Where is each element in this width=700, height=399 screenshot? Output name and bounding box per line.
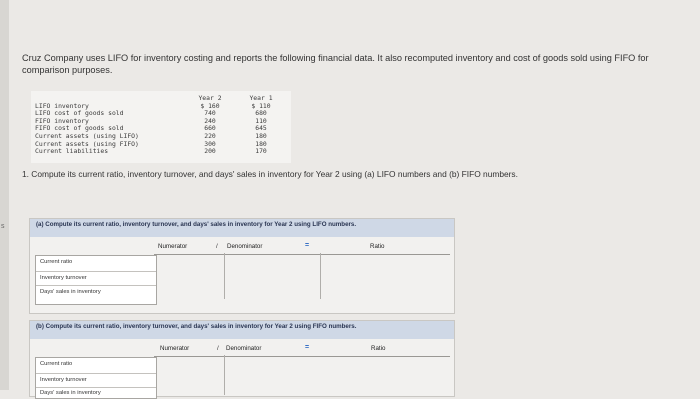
numerator-header: Numerator [158,243,188,250]
section-b-row-labels [35,357,157,399]
row-label-days-sales: Days' sales in inventory [40,390,101,396]
intro-text: Cruz Company uses LIFO for inventory costing and reports the following financial data. It also recomputed inventory and cost of goods sold using FIFO for comparison purposes. [22,53,649,75]
row-label-current-ratio: Current ratio [40,259,73,265]
row-label: LIFO inventory [35,101,89,110]
year-2-value: 220 [204,131,216,140]
denominator-header: Denominator [227,243,263,250]
data-table-block [31,91,291,163]
equals-sign: = [305,344,310,351]
section-a-header [30,219,454,237]
row-label-inventory-turnover: Inventory turnover [40,377,87,383]
numerator-header: Numerator [160,345,190,352]
section-a-title: (a) Compute its current ratio, inventory turnover, and days' sales in inventory for Year 2 using LIFO numbers. [36,221,357,228]
ratio-header: Ratio [371,345,386,352]
row-label-current-ratio: Current ratio [40,361,73,367]
row-label: LIFO cost of goods sold [35,109,124,118]
page-edge [0,0,9,390]
row-label: FIFO inventory [35,116,89,125]
year-2-value: 660 [204,124,216,133]
edge-mark: s [1,223,5,230]
section-b-fifo [29,320,455,397]
section-a-lifo [29,218,455,314]
section-b-header [30,321,454,339]
row-label: Current assets (using FIFO) [35,139,139,148]
column-divider [224,355,225,395]
year-2-value: 200 [204,147,216,156]
year-1-value: 170 [255,147,267,156]
column-divider [224,253,225,299]
section-a-row-labels [35,255,157,305]
year-2-header: Year 2 [198,94,222,103]
row-label: FIFO cost of goods sold [35,124,124,133]
row-label-inventory-turnover: Inventory turnover [40,275,87,281]
year-2-value: $ 160 [200,101,220,110]
row-label-days-sales: Days' sales in inventory [40,289,101,295]
year-1-value: 645 [255,124,267,133]
section-b-column-headers [30,345,454,355]
divide-sign: / [217,345,219,352]
divide-sign: / [216,243,218,250]
ratio-header: Ratio [370,243,385,250]
year-1-value: 180 [255,131,267,140]
column-divider [320,253,321,299]
section-a-column-headers [30,243,454,253]
row-label: Current assets (using LIFO) [35,131,139,140]
year-2-value: 740 [204,109,216,118]
year-1-value: 180 [255,139,267,148]
year-2-value: 240 [204,116,216,125]
row-label: Current liabilities [35,147,109,156]
year-1-value: 110 [255,116,267,125]
year-1-header: Year 1 [249,94,273,103]
equals-sign: = [305,242,310,249]
section-b-title: (b) Compute its current ratio, inventory turnover, and days' sales in inventory for Year 2 using FIFO numbers. [36,323,357,330]
header-underline [154,254,450,255]
year-2-value: 300 [204,139,216,148]
year-1-value: 680 [255,109,267,118]
year-1-value: $ 110 [251,101,271,110]
question-text: 1. Compute its current ratio, inventory turnover, and days' sales in inventory for Year 2 using (a) LIFO numbers and (b) FIFO numbers. [22,169,518,179]
header-underline [154,356,450,357]
data-table [35,95,287,156]
denominator-header: Denominator [226,345,262,352]
table-row [35,148,287,156]
